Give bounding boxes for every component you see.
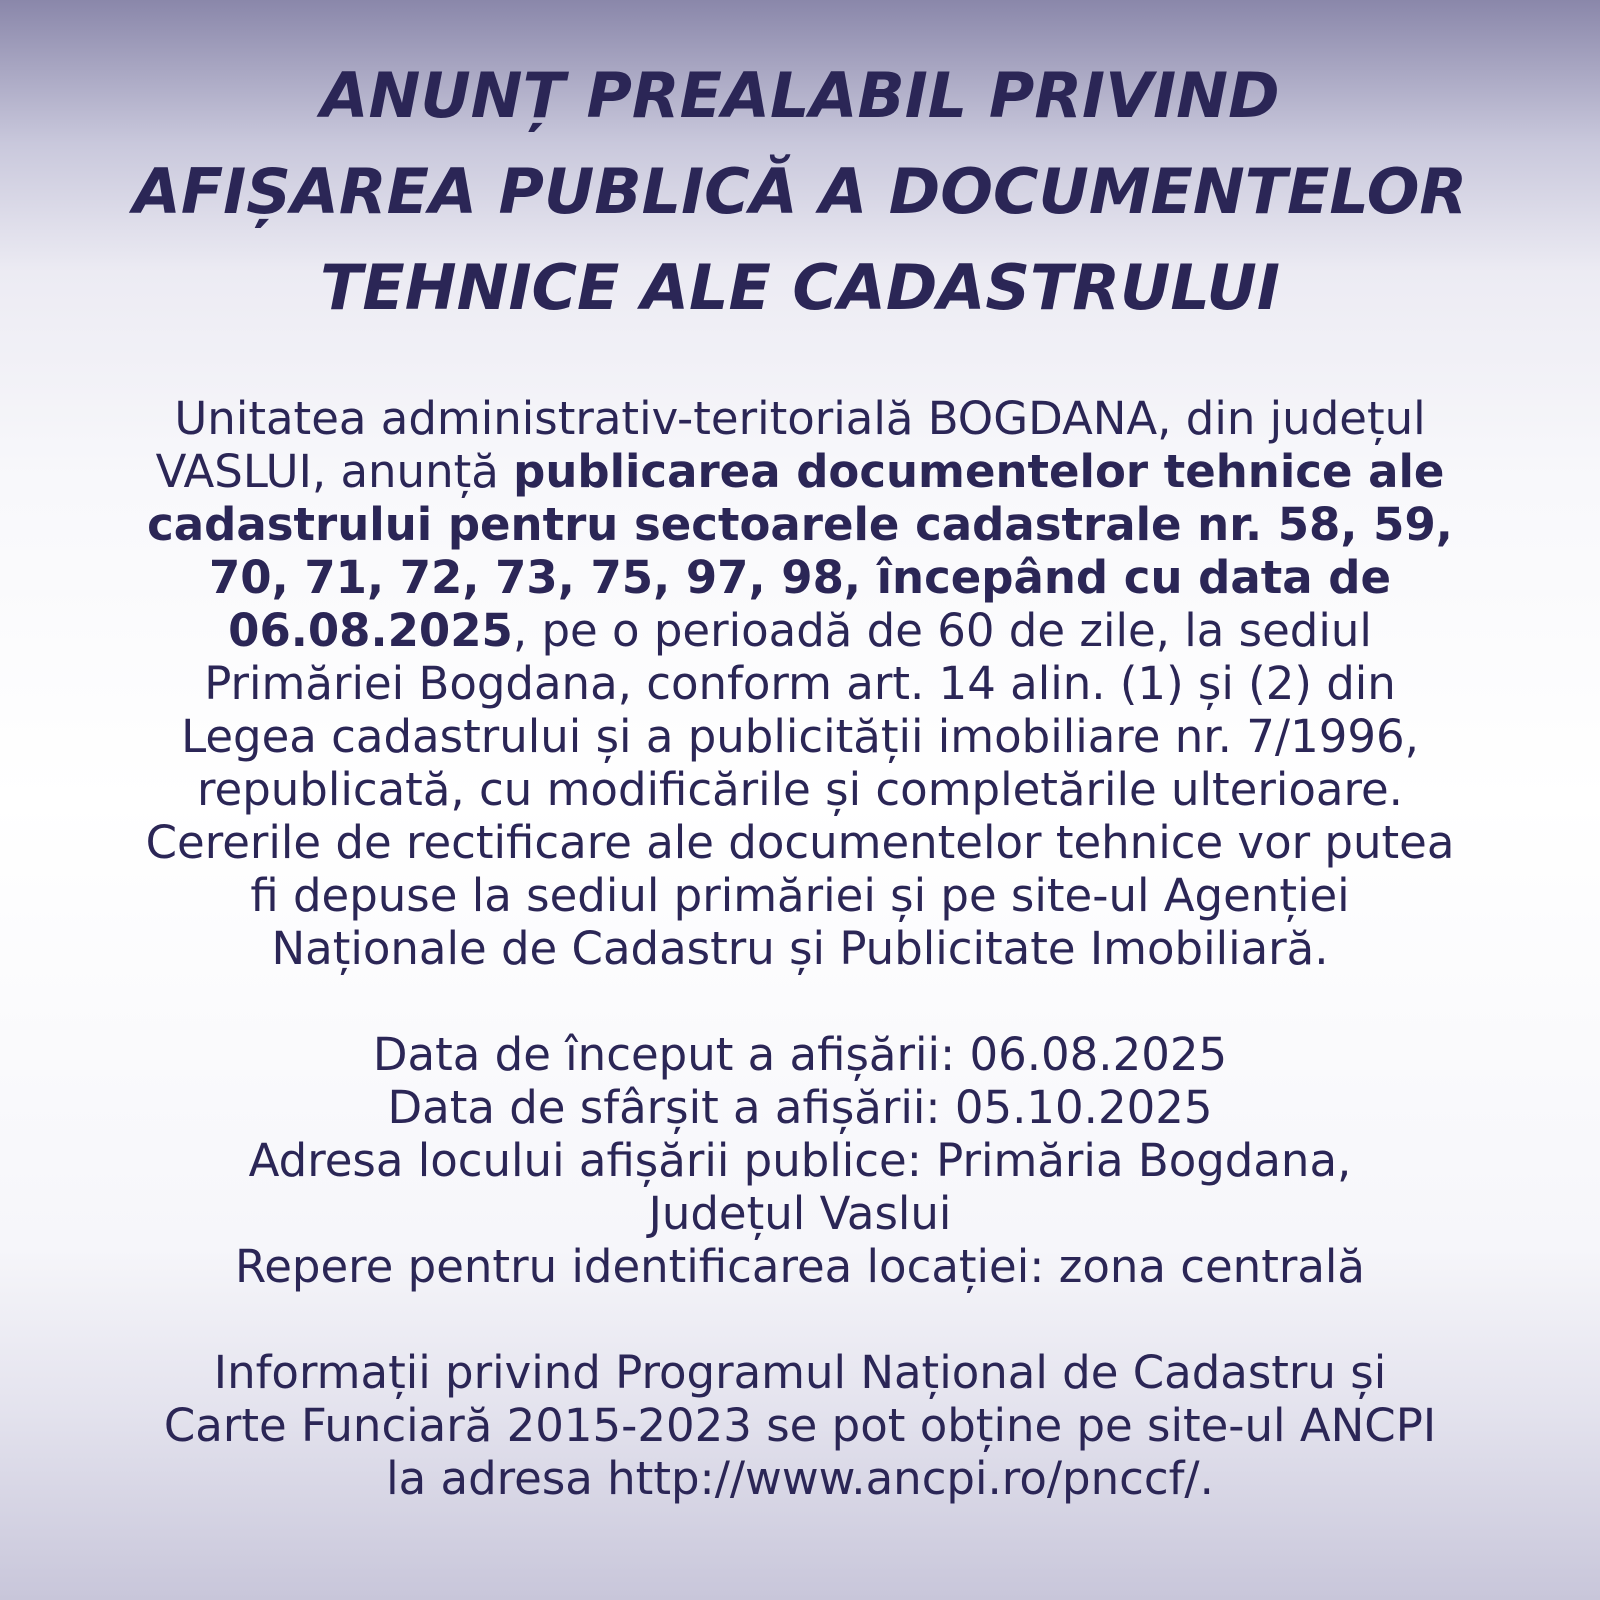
info-line: la adresa http://www.ancpi.ro/pnccf/. bbox=[386, 1452, 1214, 1505]
spacer bbox=[0, 975, 1600, 1028]
announcement-body bbox=[0, 392, 1600, 1505]
address-line-2: Județul Vaslui bbox=[648, 1187, 952, 1240]
page-title bbox=[0, 48, 1600, 336]
title-line-1: ANUNȚ PREALABIL PRIVIND bbox=[320, 59, 1280, 132]
body-bold-text: publicarea documentelor tehnice ale bbox=[513, 445, 1445, 498]
info-line: Informații privind Programul Național de Cadastru și bbox=[213, 1346, 1387, 1399]
body-line: Unitatea administrativ-teritorială BOGDANA, din județul bbox=[174, 392, 1426, 445]
spacer bbox=[0, 1293, 1600, 1346]
body-text: VASLUI, anunță bbox=[155, 445, 514, 498]
body-line bbox=[0, 604, 1600, 657]
body-line: fi depuse la sediul primăriei și pe site-ul Agenției bbox=[250, 869, 1350, 922]
body-line bbox=[0, 445, 1600, 498]
body-text: , pe o perioadă de 60 de zile, la sediul bbox=[512, 604, 1372, 657]
address-line-1: Adresa locului afișării publice: Primăria Bogdana, bbox=[248, 1134, 1352, 1187]
landmarks: Repere pentru identificarea locației: zona centrală bbox=[234, 1240, 1366, 1293]
body-line: cadastrului pentru sectoarele cadastrale nr. 58, 59, bbox=[147, 498, 1453, 551]
body-bold-text: 06.08.2025 bbox=[228, 604, 513, 657]
body-line: republicată, cu modificările și completările ulterioare. bbox=[197, 763, 1403, 816]
title-line-3: TEHNICE ALE CADASTRULUI bbox=[320, 251, 1280, 324]
body-line: Naționale de Cadastru și Publicitate Imobiliară. bbox=[271, 922, 1329, 975]
body-line: Legea cadastrului și a publicității imobiliare nr. 7/1996, bbox=[181, 710, 1419, 763]
title-line-2: AFIȘAREA PUBLICĂ A DOCUMENTELOR bbox=[132, 155, 1468, 228]
body-line: 70, 71, 72, 73, 75, 97, 98, începând cu data de bbox=[208, 551, 1392, 604]
end-date: Data de sfârșit a afișării: 05.10.2025 bbox=[387, 1081, 1213, 1134]
info-line: Carte Funciară 2015-2023 se pot obține pe site-ul ANCPI bbox=[163, 1399, 1437, 1452]
body-line: Primăriei Bogdana, conform art. 14 alin. (1) și (2) din bbox=[204, 657, 1396, 710]
body-line: Cererile de rectificare ale documentelor tehnice vor putea bbox=[145, 816, 1455, 869]
start-date: Data de început a afișării: 06.08.2025 bbox=[372, 1028, 1228, 1081]
